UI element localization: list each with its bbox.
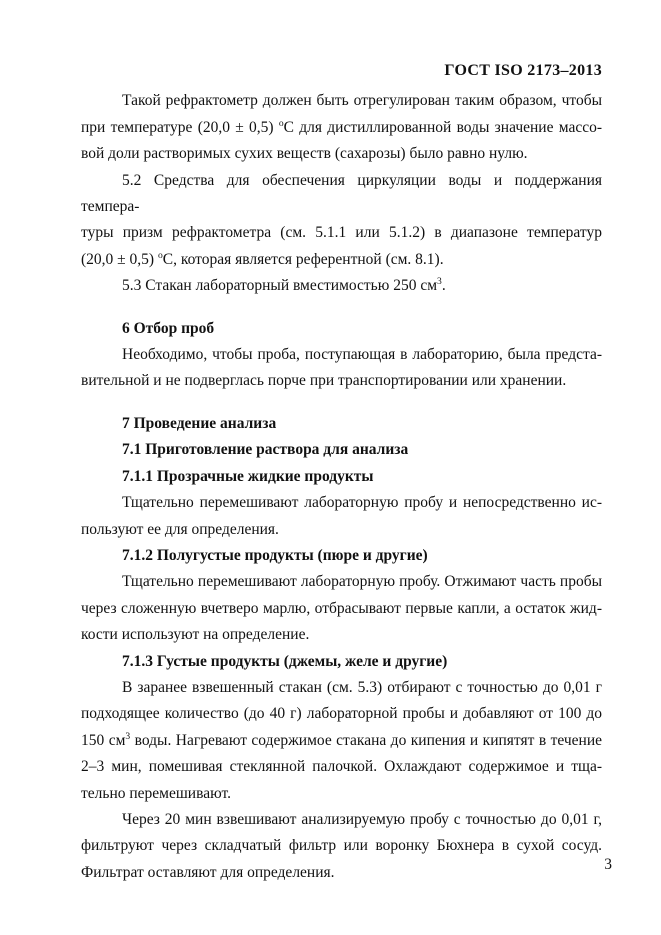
text-line: тельно перемешивают. [81, 784, 231, 802]
text-line: В заранее взвешенный стакан (см. 5.3) отбирают с точностью до 0,01 г [122, 678, 602, 696]
text-line: вой доли растворимых сухих веществ (сахарозы) было равно нулю. [81, 145, 528, 163]
heading-line: 6 Отбор проб [122, 319, 215, 337]
text-line: подходящее количество (до 40 г) лабораторной пробы и добавляют от 100 до [81, 705, 602, 723]
text-line: 5.3 Стакан лабораторный вместимостью 250 $см^3$. [122, 276, 446, 295]
heading-line: 7.1.3 Густые продукты (джемы, желе и другие) [122, 652, 448, 670]
text-line: 2–3 мин, помешивая стеклянной палочкой. Охлаждают содержимое и тща- [81, 758, 602, 776]
heading-line: 7.1 Приготовление раствора для анализа [122, 441, 409, 459]
text-line: через сложенную вчетверо марлю, отбрасывают первые капли, а остаток жид- [81, 599, 602, 617]
text-line: кости используют на определение. [81, 626, 310, 644]
text-line: при температуре (20,0 ± 0,5) $^o$С для дистиллированной воды значение массо- [81, 117, 602, 136]
text-line: пользуют ее для определения. [81, 520, 279, 538]
document-header: ГОСТ ISO 2173–2013 [444, 62, 602, 79]
heading-line: 7.1.1 Прозрачные жидкие продукты [122, 467, 374, 485]
text-line: Фильтрат оставляют для определения. [81, 863, 335, 881]
heading-line: 7.1.2 Полугустые продукты (пюре и другие) [122, 546, 428, 564]
text-line: фильтруют через складчатый фильтр или воронку Бюхнера в сухой сосуд. [81, 837, 602, 855]
document-lines [81, 88, 602, 886]
text-line: Через 20 мин взвешивают анализируемую пробу с точностью до 0,01 г, [122, 810, 602, 828]
text-line: 150 $см^3$ воды. Нагревают содержимое стакана до кипения и кипятят в течение [81, 730, 602, 749]
text-line: 5.2 Средства для обеспечения циркуляции воды и поддержания темпера- [81, 171, 602, 216]
heading-line: 7 Проведение анализа [122, 414, 277, 432]
page-number: 3 [604, 856, 612, 873]
document-content [81, 58, 602, 886]
text-line: (20,0 ± 0,5) $^o$С, которая является референтной (см. 8.1). [81, 249, 444, 268]
text-line: Тщательно перемешивают лабораторную пробу. Отжимают часть пробы [122, 573, 602, 591]
text-line: туры призм рефрактометра (см. 5.1.1 или 5.1.2) в диапазоне температур [81, 224, 602, 242]
text-line: Тщательно перемешивают лабораторную пробу и непосредственно ис- [122, 494, 602, 512]
text-line: вительной и не подверглась порче при транспортировании или хранении. [81, 372, 567, 390]
text-line: Такой рефрактометр должен быть отрегулирован таким образом, чтобы [122, 92, 602, 110]
text-line: Необходимо, чтобы проба, поступающая в лабораторию, была предста- [122, 346, 602, 364]
